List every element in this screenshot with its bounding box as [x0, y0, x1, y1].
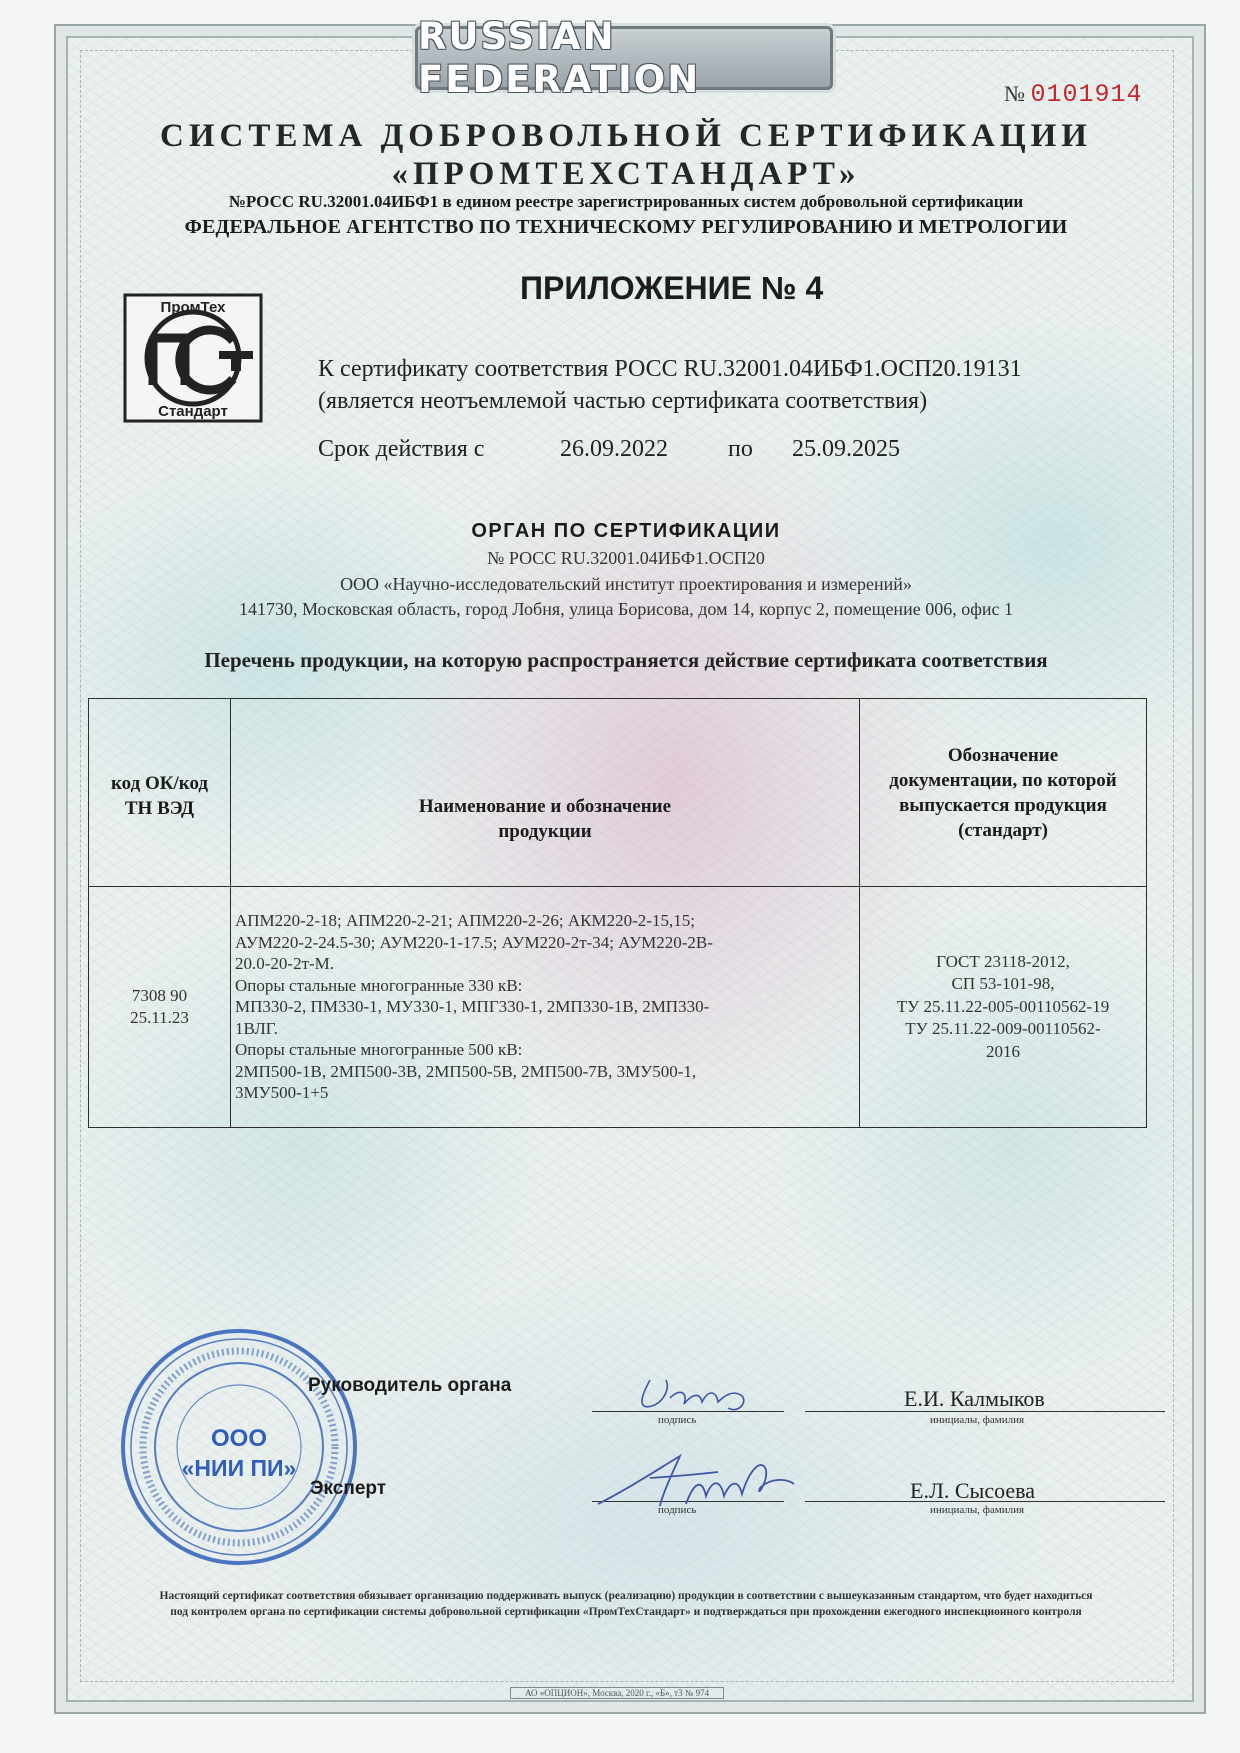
stamp-line2: «НИИ ПИ» — [181, 1455, 297, 1481]
expert-name: Е.Л. Сысоева — [910, 1478, 1035, 1503]
header-standard — [860, 699, 1147, 887]
system-title: СИСТЕМА ДОБРОВОЛЬНОЙ СЕРТИФИКАЦИИ — [160, 118, 1092, 154]
header-code — [89, 699, 231, 887]
certification-body-title: ОРГАН ПО СЕРТИФИКАЦИИ — [471, 520, 781, 542]
expert-name-caption: инициалы, фамилия — [930, 1504, 1025, 1516]
head-name-line — [805, 1411, 1165, 1412]
expert-name-line — [805, 1501, 1165, 1502]
certificate-reference: К сертификату соответствия РОСС RU.32001.04ИБФ1.ОСП20.19131 — [318, 356, 1022, 382]
valid-to: 25.09.2025 — [792, 436, 900, 462]
product-line: Опоры стальные многогранные 330 кВ: — [235, 975, 523, 995]
header-name-line1: Наименование и обозначение — [418, 796, 672, 817]
expert-label: Эксперт — [310, 1478, 387, 1499]
agency-name: ФЕДЕРАЛЬНОЕ АГЕНТСТВО ПО ТЕХНИЧЕСКОМУ РЕГУЛИРОВАНИЮ И МЕТРОЛОГИИ — [184, 216, 1068, 238]
country-banner — [415, 15, 833, 101]
appendix-title: ПРИЛОЖЕНИЕ № 4 — [520, 270, 824, 306]
code-line1: 7308 90 — [131, 986, 188, 1005]
standard-line: СП 53-101-98, — [951, 974, 1055, 994]
product-line: 1ВЛГ. — [235, 1018, 278, 1038]
serial-prefix: № — [1004, 81, 1025, 106]
product-line: 2МП500-1В, 2МП500-3В, 2МП500-5В, 2МП500-7В, 3МУ500-1, — [235, 1061, 697, 1081]
cell-code — [89, 887, 231, 1128]
product-line: АУМ220-2-24.5-30; АУМ220-1-17.5; АУМ220-2т-34; АУМ220-2В- — [235, 932, 713, 952]
product-line: 20.0-20-2т-М. — [235, 954, 335, 974]
head-signature — [630, 1368, 780, 1420]
certification-body-number: № РОСС RU.32001.04ИБФ1.ОСП20 — [487, 548, 765, 568]
certification-body-name: ООО «Научно-исследовательский институт проектирования и измерений» — [340, 574, 912, 594]
product-line: АПМ220-2-18; АПМ220-2-21; АПМ220-2-26; АКМ220-2-15,15; — [235, 911, 695, 931]
registry-line: №РОСС RU.32001.04ИБФ1 в едином реестре зарегистрированных систем добровольной сертификации — [228, 192, 1024, 211]
header-code-line1: код ОК/код — [110, 773, 209, 794]
validity-period — [318, 436, 900, 463]
header-std-line4: (стандарт) — [958, 819, 1048, 841]
organization-stamp — [118, 1326, 360, 1568]
header-std-line2: документации, по которой — [889, 769, 1117, 791]
standard-line: ГОСТ 23118-2012, — [936, 951, 1070, 971]
header-product-name — [231, 699, 860, 887]
cell-standard — [860, 887, 1147, 1128]
head-signature-caption: подпись — [658, 1414, 697, 1426]
valid-from: 26.09.2022 — [560, 436, 668, 462]
serial-number — [1004, 80, 1143, 109]
expert-signature — [590, 1448, 800, 1518]
header-code-line2: ТН ВЭД — [124, 798, 195, 819]
certification-body-address: 141730, Московская область, город Лобня, улица Борисова, дом 14, корпус 2, помещение 006, офис 1 — [239, 599, 1013, 619]
stamp-line1: ООО — [210, 1425, 268, 1452]
country-banner-text: RUSSIAN FEDERATION — [418, 15, 701, 101]
head-of-body-label: Руководитель органа — [308, 1375, 512, 1396]
cell-product-name — [231, 887, 860, 1128]
standard-line: ТУ 25.11.22-005-00110562-19 — [896, 996, 1110, 1016]
code-line2: 25.11.23 — [130, 1008, 189, 1027]
header-name-line2: продукции — [498, 821, 592, 842]
standard-line: 2016 — [986, 1041, 1020, 1061]
expert-signature-caption: подпись — [658, 1504, 697, 1516]
table-row — [89, 887, 1147, 1128]
logo-top-text: ПромТех — [160, 299, 226, 316]
printer-mark: АО «ОПЦИОН», Москва, 2020 г., «Б», т3 № 974 — [510, 1687, 724, 1699]
promtechstandart-logo — [123, 293, 263, 423]
products-table — [88, 698, 1147, 1128]
footer-line1: Настоящий сертификат соответствия обязывает организацию поддерживать выпуск (реализацию) продукции в соответствии с вышеуказанным стандартом, что будет находиться — [159, 1590, 1093, 1602]
header-std-line3: выпускается продукция — [899, 794, 1107, 816]
validity-label: Срок действия с — [318, 436, 485, 462]
logo-bottom-text: Стандарт — [158, 403, 228, 420]
product-line: МП330-2, ПМ330-1, МУ330-1, МПГ330-1, 2МП330-1В, 2МП330- — [235, 997, 710, 1017]
validity-to-label: по — [728, 436, 753, 462]
head-name-caption: инициалы, фамилия — [930, 1414, 1025, 1426]
header-std-line1: Обозначение — [947, 744, 1059, 766]
footer-line2: под контролем органа по сертификации системы добровольной сертификации «ПромТехСтандарт» и подтверждаться при прохождении ежегодного инспекционного контроля — [170, 1606, 1082, 1618]
certificate-note: (является неотъемлемой частью сертификата соответствия) — [318, 388, 928, 414]
serial-value: 0101914 — [1030, 80, 1143, 109]
products-list-title: Перечень продукции, на которую распространяется действие сертификата соответствия — [204, 648, 1048, 672]
product-line: 3МУ500-1+5 — [235, 1083, 329, 1103]
head-name: Е.И. Калмыков — [904, 1386, 1045, 1411]
system-name: «ПРОМТЕХСТАНДАРТ» — [391, 156, 861, 192]
standard-line: ТУ 25.11.22-009-00110562- — [905, 1019, 1101, 1039]
table-header-row — [89, 699, 1147, 887]
product-line: Опоры стальные многогранные 500 кВ: — [235, 1040, 523, 1060]
